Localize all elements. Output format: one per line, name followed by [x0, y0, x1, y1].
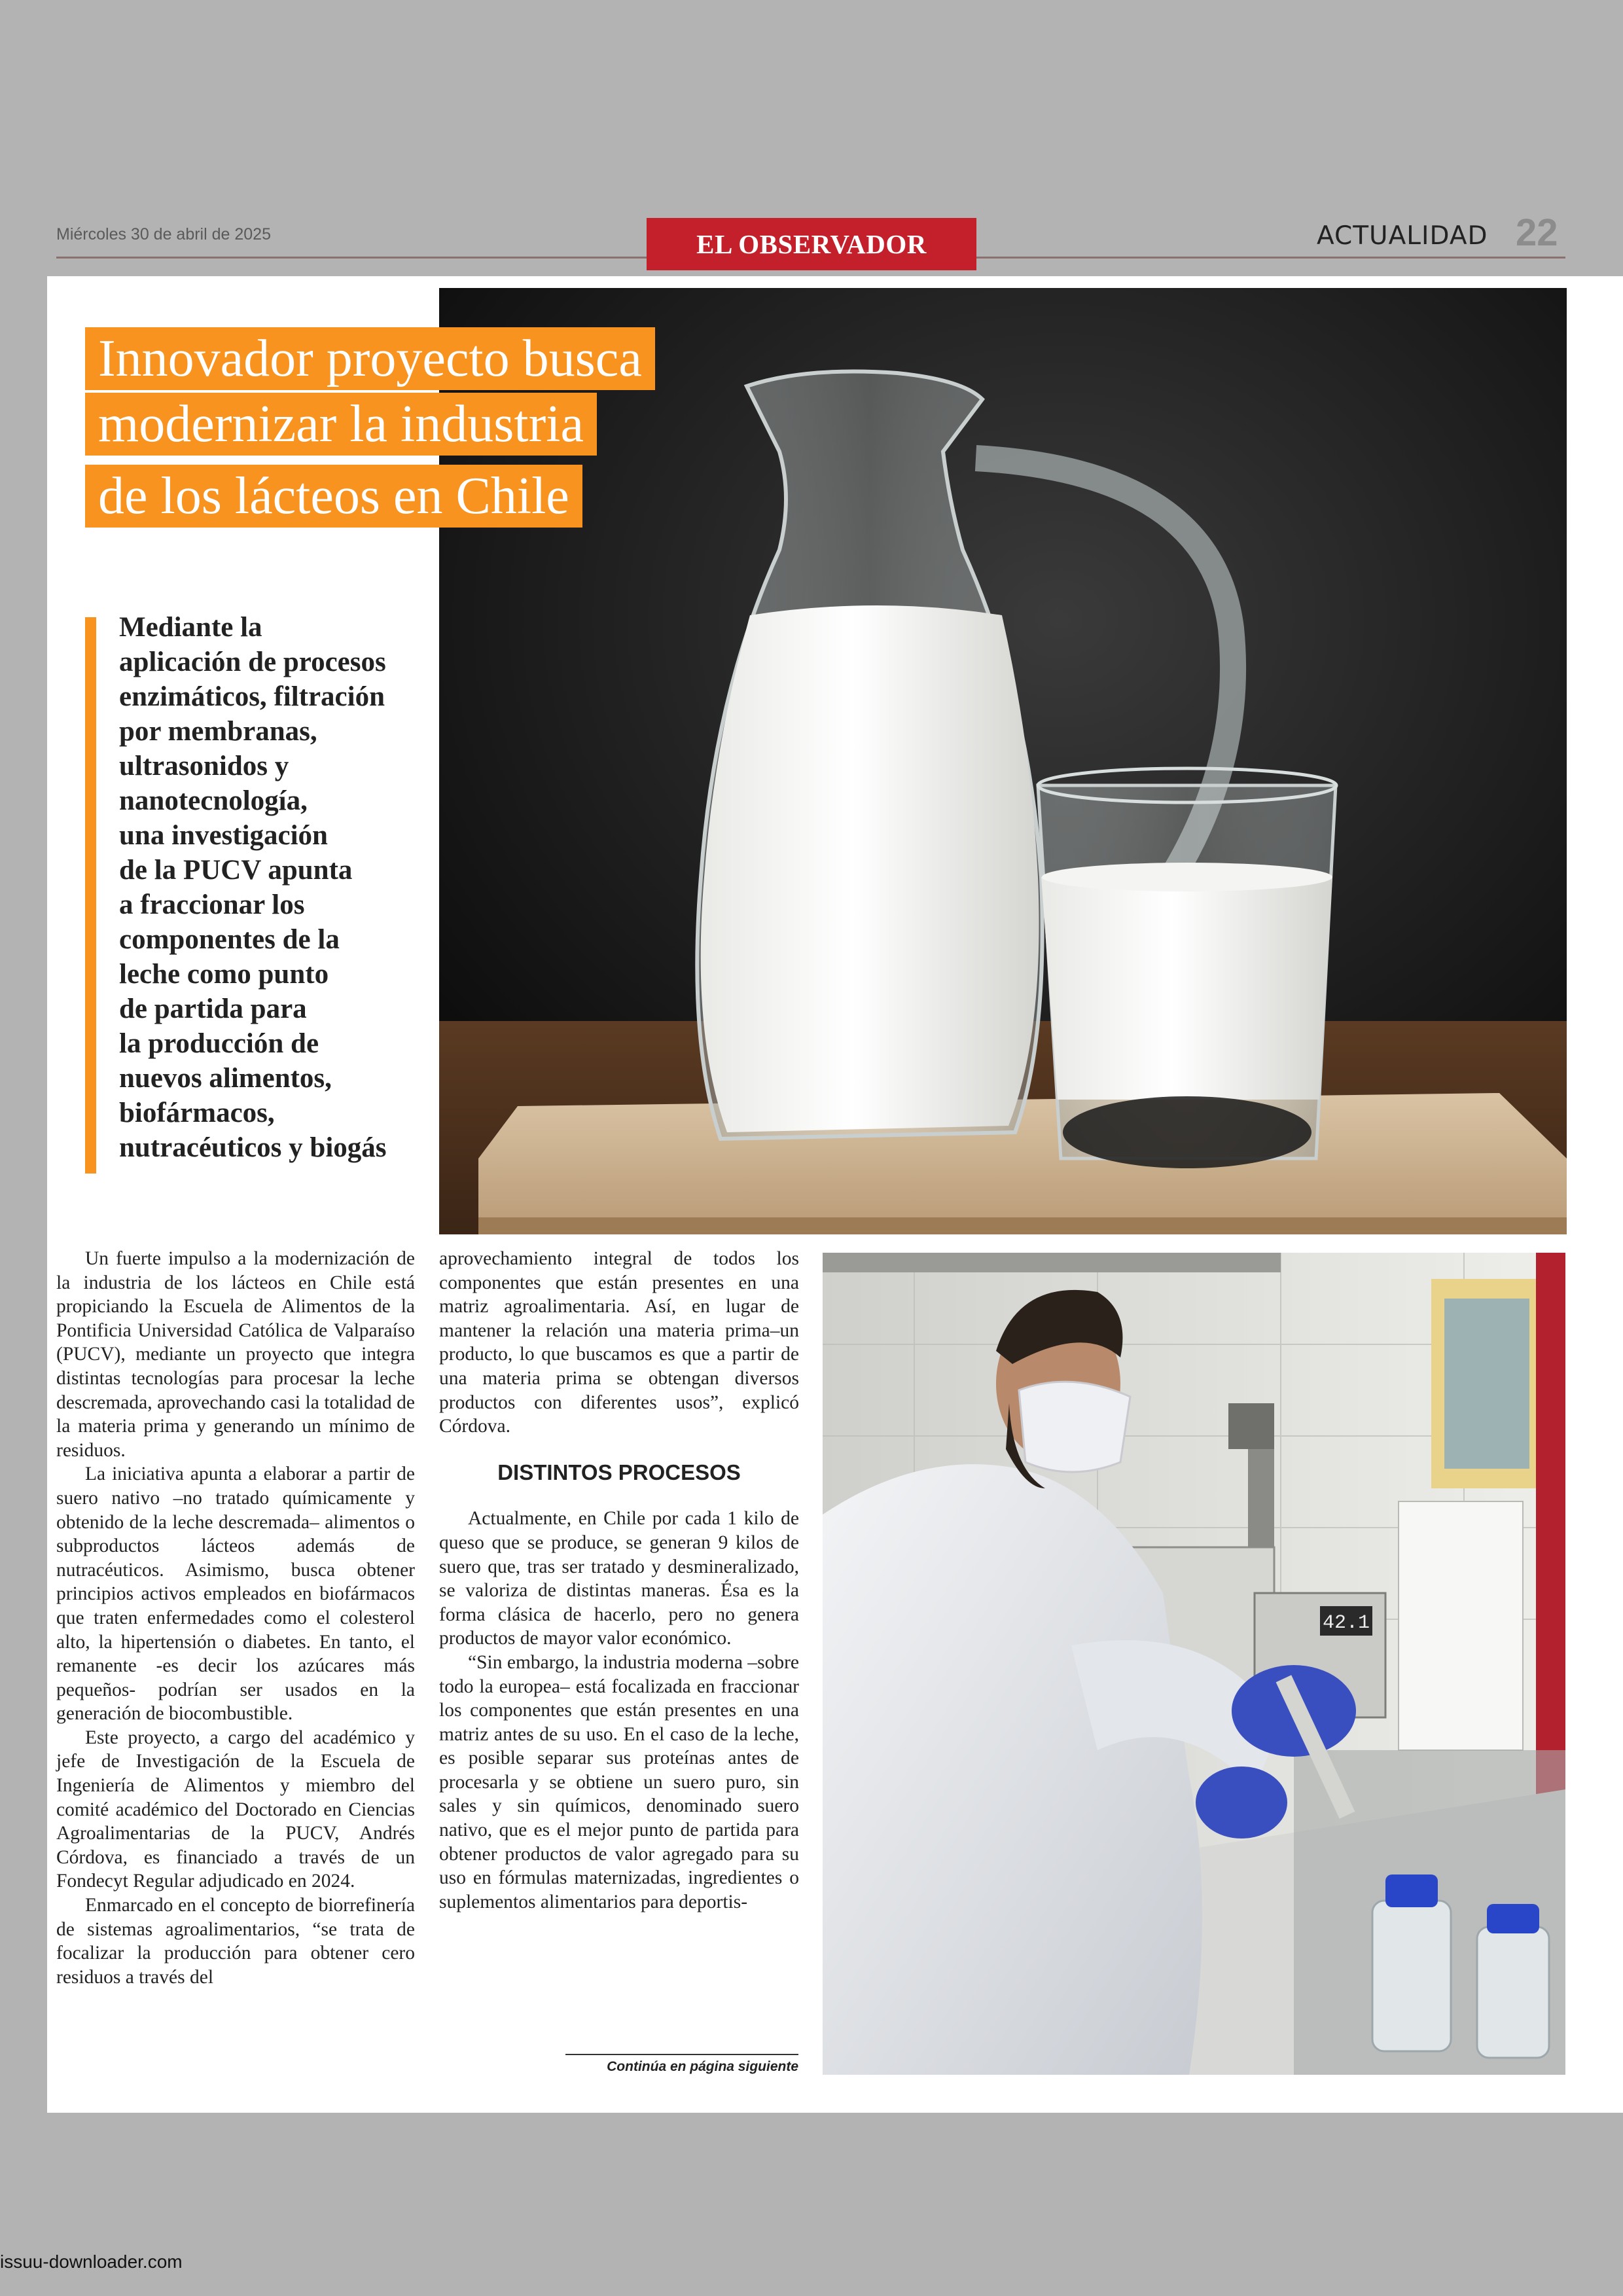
section-label: ACTUALIDAD [1317, 221, 1488, 251]
body-paragraph: “Sin embargo, la industria moderna –sobre todo la europea– está focalizada en fraccionar los componentes que están presentes en una matriz antes de su uso. En el caso de la leche, es posible separar sus proteínas antes de procesarla y se obtiene un suero puro, sin sales y sin químicos, denominado suero nativo, que es el mejor punto de partida para obtener productos de valor agregado para su uso en fórmulas maternizadas, ingredientes o suplementos alimentarios para deportis- [439, 1651, 799, 1912]
body-paragraph: aprovechamiento integral de todos los componentes que están presentes en una matriz agroalimentaria. Así, en lugar de mantener la relación una materia prima–un producto, lo que buscamos es que a partir de una materia prima se obtengan diversos productos con diferentes usos”, explicó Córdova. [439, 1248, 799, 1437]
lab-display-reading: 42.1 [1322, 1612, 1370, 1634]
subhead: DISTINTOS PROCESOS [497, 1460, 741, 1484]
continue-note: Continúa en página siguiente [607, 2059, 798, 2074]
headline-line-2: modernizar la industria [85, 393, 597, 456]
watermark: issuu-downloader.com [0, 2251, 183, 2272]
continue-rule [565, 2054, 798, 2055]
body-paragraph: Enmarcado en el concepto de biorrefinería de sistemas agroalimentarios, “se trata de focalizar la producción para obtener cero residuos a través del [56, 1895, 415, 1988]
body-paragraph: La iniciativa apunta a elaborar a partir de suero nativo –no tratado químicamente y obtenido de la leche descremada– alimentos o subproductos lácteos además de nutracéuticos. Asimismo, busca obtener principios activos empleados en biofármacos que traten enfermedades como el colesterol alto, la hipertensión o diabetes. En tanto, el remanente -es decir los azúcares más pequeños- podrían ser usados en la generación de biocombustible. [56, 1463, 415, 1725]
page-number: 22 [1516, 211, 1558, 254]
body-paragraph: Actualmente, en Chile por cada 1 kilo de queso que se produce, se generan 9 kilos de suero que, tras ser tratado y desmineralizado, se valoriza de distintas maneras. Ésa es la forma clásica de hacerlo, pero no genera productos de mayor valor económico. [439, 1508, 799, 1649]
deck-accent-bar [85, 617, 96, 1174]
lead-deck: Mediante la aplicación de procesos enzimáticos, filtración por membranas, ultrasonidos y nanotecnología, una investigación de la PUCV apunta a fraccionar los componentes de la leche como punto de partida para la producción de nuevos alimentos, biofármacos, nutracéuticos y biogás [119, 612, 387, 1163]
researcher-lab-photo [823, 1253, 1565, 2075]
body-paragraph: Este proyecto, a cargo del académico y jefe de Investigación de la Escuela de Ingeniería de Alimentos y miembro del comité académico del Doctorado en Ciencias Agroalimentarias de la PUCV, Andrés Córdova, es financiado a través de un Fondecyt Regular adjudicado en 2024. [56, 1727, 415, 1892]
headline-line-3: de los lácteos en Chile [85, 465, 582, 528]
milk-jug-photo [439, 288, 1567, 1234]
headline-line-1: Innovador proyecto busca [85, 327, 655, 390]
issue-date: Miércoles 30 de abril de 2025 [56, 225, 271, 243]
body-paragraph: Un fuerte impulso a la modernización de la industria de los lácteos en Chile está propiciando la Escuela de Alimentos de la Pontificia Universidad Católica de Valparaíso (PUCV), mediante un proyecto que integra distintas tecnologías para procesar la leche descremada, aprovechando casi la totalidad de la materia prima y generando un mínimo de residuos. [56, 1248, 415, 1461]
body-column-1 [56, 1247, 415, 1989]
masthead: EL OBSERVADOR [647, 218, 976, 270]
body-column-2 [439, 1247, 799, 1914]
